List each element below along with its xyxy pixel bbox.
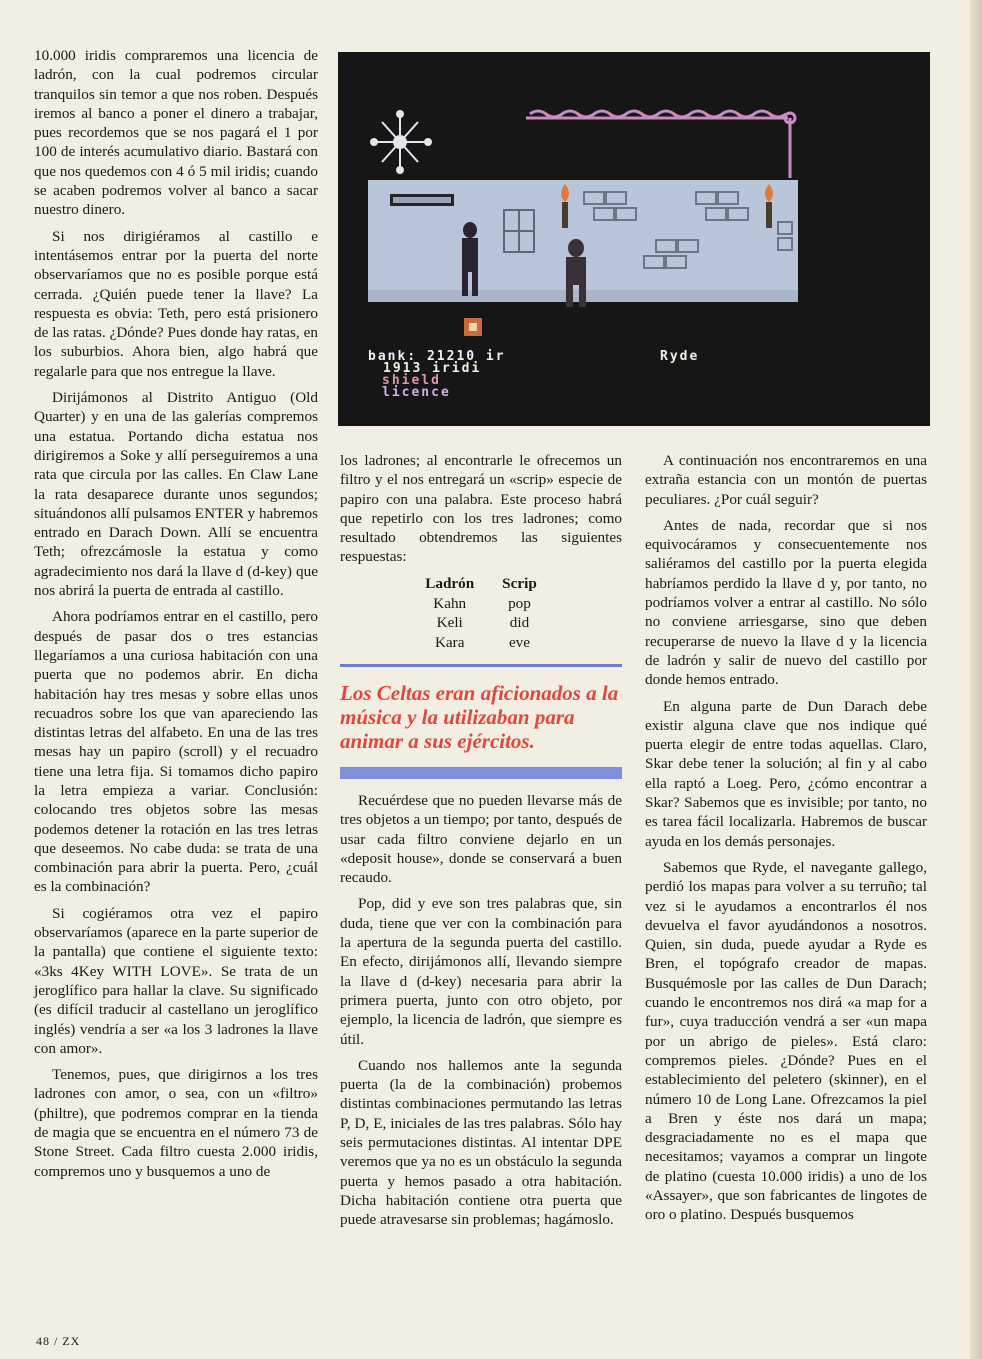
column-3 bbox=[645, 451, 927, 1232]
page-folio: 48 / ZX bbox=[36, 1334, 81, 1348]
chain-border bbox=[526, 111, 795, 178]
compass-icon bbox=[371, 111, 431, 173]
col3-paragraph: En alguna parte de Dun Darach debe existir alguna clave que nos indique qué puerta elegir de entre todas aquellas. Claro, Skar debe tener la solución; al fin y al cabo ella raptó a Loeg. Pero, ¿cómo encontrar a Skar? Sabemos que es invisible; por tanto, no es tarea fácil localizarla. Habremos de buscar ayuda en los demás personajes. bbox=[645, 697, 927, 850]
table-cell: eve bbox=[508, 633, 531, 651]
col3-paragraph: A continuación nos encontraremos en una extraña estancia con un montón de puertas peculiares. ¿Por cuál seguir? bbox=[645, 452, 927, 508]
hud-iridis: 1913 iridi bbox=[383, 361, 482, 376]
col1-paragraph: 10.000 iridis compraremos una licencia de ladrón, con la cual podremos circular tranquilos sin temor a que nos roben. Después iremos al banco a poner el dinero a trabajar, pues recordemos que se nos pagará el 1 por 100 de interés acumulativo diario. Bastará con que nos quedemos con 4 ó 5 mil iridis; cuando se acaben podremos volver al banco a sacar nuestro dinero. bbox=[34, 47, 318, 219]
col1-paragraph: Tenemos, pues, que dirigirnos a los tres ladrones con amor, o sea, con un «filtro» (philtre), que podremos comprar en la tienda de magia que se encuentra en el número 73 de Stone Street. Cada filtro cuesta 2.000 iridis, compremos uno y busquemos a uno de bbox=[34, 1066, 318, 1180]
torch-icon bbox=[561, 184, 569, 228]
scrip-table bbox=[411, 574, 551, 652]
table-row bbox=[411, 594, 551, 613]
torch-icon bbox=[765, 184, 773, 228]
column-1 bbox=[34, 46, 318, 1188]
col3-paragraph: Antes de nada, recordar que si nos equivocáramos y consecuentemente nos saliéramos del castillo por la puerta elegida habríamos perdido la llave d y, por tanto, no podríamos volver a entrar al castillo. No sólo no conviene arriesgarse, sino que deben recuperarse de nuevo la llave d y la licencia de ladrón y salir de nuevo del castillo por donde hemos entrado. bbox=[645, 516, 927, 689]
table-cell: pop bbox=[508, 595, 531, 613]
col1-paragraph: Si cogiéramos otra vez el papiro observaríamos (aparece en la parte superior de la pantalla) que contiene el siguiente texto: «3ks 4Key WITH LOVE». Se trata de un jeroglífico para hallar la clave. Su significado (es difícil traducir al castellano un jeroglífico inglés) vendría a ser «a los 3 ladrones la llave con amor». bbox=[34, 904, 318, 1057]
col2-intro: los ladrones; al encontrarle le ofrecemos un filtro y el nos entregará un «scrip» especie de papiro con una palabra. Este proceso habrá que repetirlo con los tres ladrones; como resultado obtendremos las siguientes respuestas: bbox=[340, 452, 622, 566]
pullquote-bar bbox=[340, 767, 622, 779]
column-2 bbox=[340, 451, 622, 1237]
table-row bbox=[411, 633, 551, 652]
game-screenshot bbox=[338, 52, 930, 426]
pullquote-rule bbox=[340, 664, 622, 667]
table-header: Scrip bbox=[502, 574, 537, 592]
pullquote: Los Celtas eran aficionados a la música y la utilizaban para animar a sus ejércitos. bbox=[340, 680, 619, 753]
hud-shield: shield bbox=[382, 373, 441, 388]
table-cell: Keli bbox=[436, 614, 463, 632]
col2-paragraph: Recuérdese que no pueden llevarse más de tres objetos a un tiempo; por tanto, después de usar cada filtro conviene dejarlo en un «deposit house», donde se conservará a buen recaudo. bbox=[340, 791, 622, 887]
table-row bbox=[411, 613, 551, 632]
col2-paragraph: Cuando nos hallemos ante la segunda puerta (la de la combinación) probemos distintas combinaciones permutando las letras P, D, E, iniciales de las tres palabras. Sólo hay seis permutaciones distintas. Al intentar DPE veremos que ya no es un obstáculo la segunda puerta y hemos pasado a otra habitación. Dicha habitación contiene otra puerta que puede atravesarse sin problemas; hagámoslo. bbox=[340, 1056, 622, 1229]
col1-paragraph: Ahora podríamos entrar en el castillo, pero después de pasar dos o tres estancias llegaríamos a una curiosa habitación con una puerta que no podemos abrir. En dicha habitación hay tres mesas y sobre ellas unos recuadros sobre los que van apareciendo las distintas letras del alfabeto. En una de las tres mesas hay un papiro (scroll) y el recuadro tiene una letra fija. Si tomamos dicho papiro la letra empieza a variar. Conclusión: colocando tres objetos sobre las mesas podemos detener la rotación en las tres letras que deseemos. No cabe duda: se trata de una combinación para abrir la puerta. Pero, ¿cuál es la combinación? bbox=[34, 608, 318, 896]
hud-licence: licence bbox=[382, 385, 451, 400]
col1-paragraph: Dirijámonos al Distrito Antiguo (Old Quarter) y en una de las galerías compremos una estatua. Portando dicha estatua nos dirigiremos a Soke y allí perseguiremos a una rata que circula por las calles. En Claw Lane la rata desaparece durante unos segundos; situándonos allí pulsamos ENTER y habremos entrado en Darach Down. Allí se encuentra Teth; ofrezcámosle la estatua y como agradecimiento nos dará la llave d (d-key) que nos abrirá la puerta de entrada al castillo. bbox=[34, 389, 318, 600]
hud-character-name: Ryde bbox=[660, 349, 700, 364]
table-cell: Kahn bbox=[433, 595, 467, 613]
col1-paragraph: Si nos dirigiéramos al castillo e intentásemos entrar por la puerta del norte observaríamos que no es posible porque está cerrada. ¿Quién puede tener la llave? La respuesta es obvia: Teth, pero está prisionero de las ratas. ¿Dónde? Pues donde hay ratas, en los suburbios. Ahora bien, algo habrá que regalarle para que nos entregue la llave. bbox=[34, 227, 318, 380]
col3-paragraph: Sabemos que Ryde, el navegante gallego, perdió los mapas para volver a su terruño; tal vez si le ayudamos a encontrarlos él nos devuelva el favor ayudándonos a nosotros. Quien, sin duda, puede ayudar a Ryde es Bren, el topógrafo creador de mapas. Busquémosle por las calles de Dun Darach; cuando le encontremos nos dirá «a map for a fur», cuya traducción vendrá a ser «un mapa por un abrigo de pieles». Está claro: compremos pieles. ¿Dónde? Pues en el establecimiento del peletero (skinner), en el número 10 de Long Lane. Ofrezcamos la piel a Bren y éste nos dará un mapa; desgraciadamente no es el mapa que necesitamos; vayamos a comprar un lingote de platino (cuesta 10.000 iridis) a uno de los «Assayer», que son fabricantes de lingotes de oro o platino. Después busquemos bbox=[645, 858, 927, 1224]
col2-paragraph: Pop, did y eve son tres palabras que, sin duda, tiene que ver con la combinación para la apertura de la segunda puerta del castillo. En efecto, dirijámonos allí, llevando siempre la llave d (d-key) necesaria para abrir la primera puerta, junto con otro objeto, por ejemplo, la licencia de ladrón, que siempre es útil. bbox=[340, 895, 622, 1048]
table-header: Ladrón bbox=[425, 574, 475, 592]
hud-bank: bank: 21210 ir bbox=[368, 349, 506, 364]
table-cell: did bbox=[509, 614, 530, 632]
page-edge bbox=[970, 0, 982, 1359]
table-cell: Kara bbox=[434, 633, 465, 651]
